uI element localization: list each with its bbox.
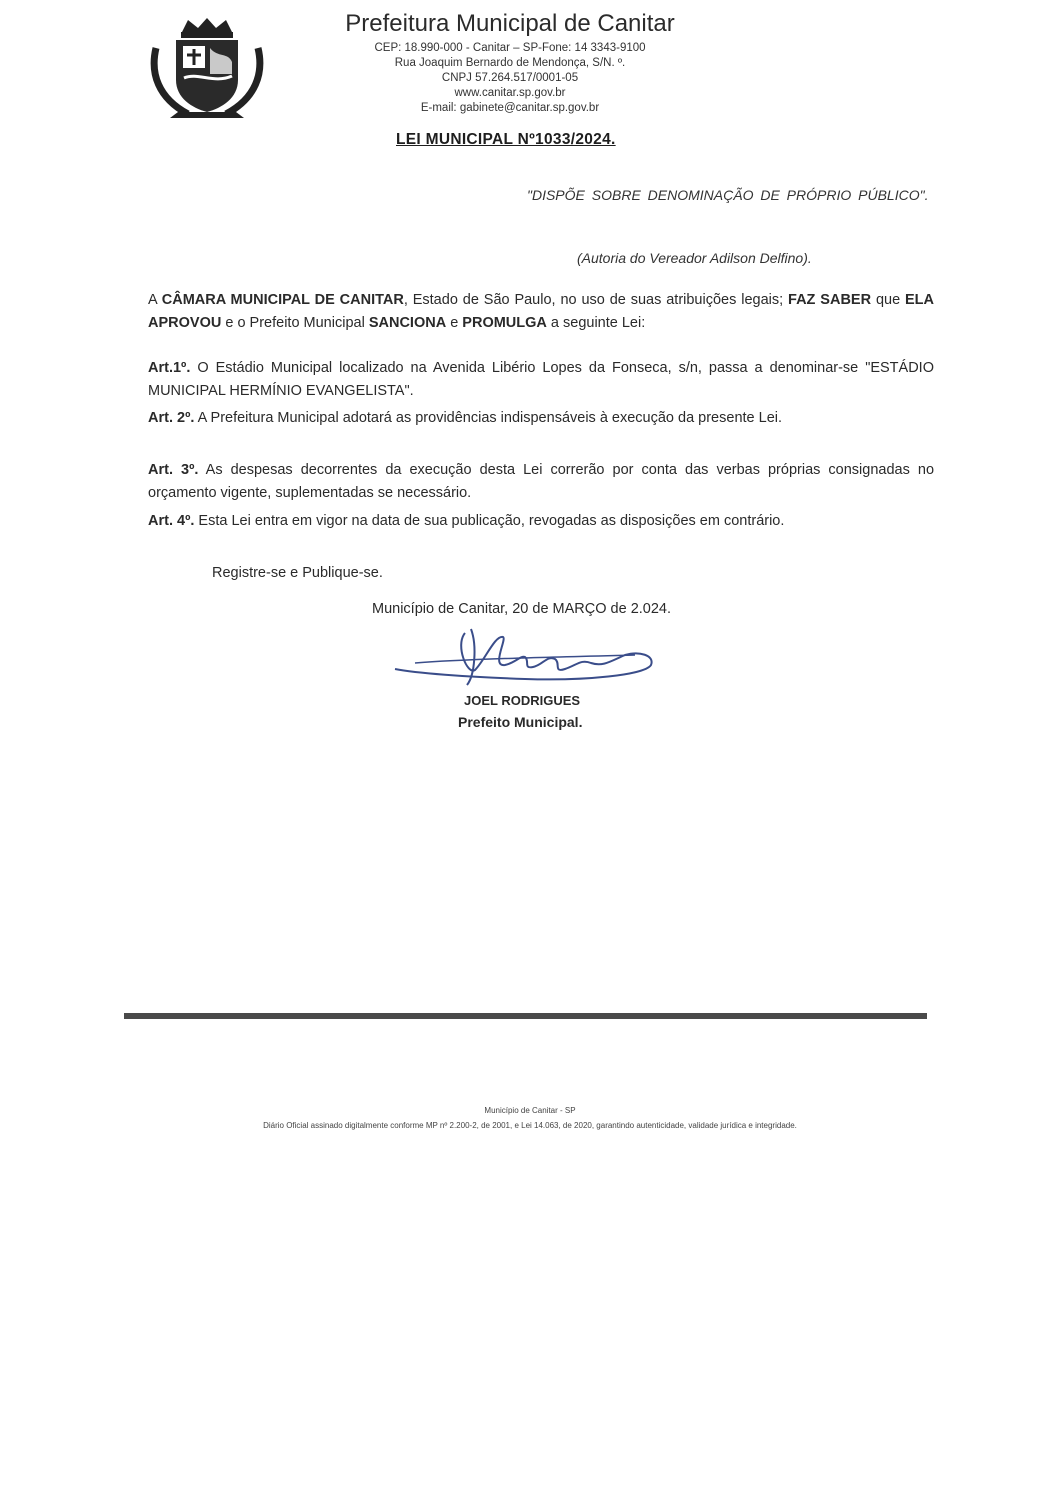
article-text: As despesas decorrentes da execução desta Lei correrão por conta das verbas próprias consignadas no orçamento vigente, suplementadas se necessário.	[148, 462, 935, 501]
signer-name: JOEL RODRIGUES	[464, 693, 581, 708]
article-label: Art. 4º.	[148, 513, 195, 529]
letterhead	[300, 10, 720, 116]
place-date-line: Município de Canitar, 20 de MARÇO de 2.024.	[372, 601, 672, 617]
letterhead-address: Rua Joaquim Bernardo de Mendonça, S/N. º.	[394, 57, 626, 69]
letterhead-cep: CEP: 18.990-000 - Canitar – SP-Fone: 14 3343-9100	[374, 42, 646, 54]
letterhead-email: E-mail: gabinete@canitar.sp.gov.br	[420, 102, 600, 114]
law-authorship: (Autoria do Vereador Adilson Delfino).	[577, 250, 812, 266]
register-publish-text: Registre-se e Publique-se.	[212, 565, 383, 581]
footer-divider	[124, 1013, 927, 1019]
article-1	[148, 357, 934, 403]
law-ementa: "DISPÕE SOBRE DENOMINAÇÃO DE PRÓPRIO PÚBLICO".	[527, 187, 929, 203]
letterhead-title: Prefeitura Municipal de Canitar	[345, 10, 675, 37]
letterhead-website: www.canitar.sp.gov.br	[454, 87, 566, 99]
article-text: A Prefeitura Municipal adotará as providências indispensáveis à execução da presente Lei.	[194, 410, 783, 426]
footer-digital-signature-note: Diário Oficial assinado digitalmente conforme MP nº 2.200-2, de 2001, e Lei 14.063, de 2020, garantindo autenticidade, validade jurídica e integridade.	[263, 1121, 797, 1130]
letterhead-cnpj: CNPJ 57.264.517/0001-05	[441, 72, 579, 84]
article-text: Esta Lei entra em vigor na data de sua publicação, revogadas as disposições em contrário.	[194, 513, 785, 529]
handwritten-signature	[355, 625, 665, 695]
article-label: Art. 3º.	[148, 462, 199, 478]
footer-municipality: Município de Canitar - SP	[484, 1106, 576, 1115]
article-text: O Estádio Municipal localizado na Avenida Libério Lopes da Fonseca, s/n, passa a denominar-se "ESTÁDIO MUNICIPAL HERMÍNIO EVANGELISTA".	[148, 360, 934, 399]
article-3	[148, 459, 934, 505]
article-label: Art.1º.	[148, 360, 191, 376]
municipal-crest-logo	[148, 18, 266, 120]
law-title: LEI MUNICIPAL Nº1033/2024.	[396, 131, 616, 148]
article-4	[148, 510, 934, 533]
article-2	[148, 407, 934, 430]
article-label: Art. 2º.	[148, 410, 195, 426]
enactment-clause: A CÂMARA MUNICIPAL DE CANITAR, Estado de São Paulo, no uso de suas atribuições legais; FAZ SABER que ELA APROVOU e o Prefeito Municipal SANCIONA e PROMULGA a seguinte Lei:	[148, 292, 935, 331]
signer-role: Prefeito Municipal.	[458, 714, 583, 730]
